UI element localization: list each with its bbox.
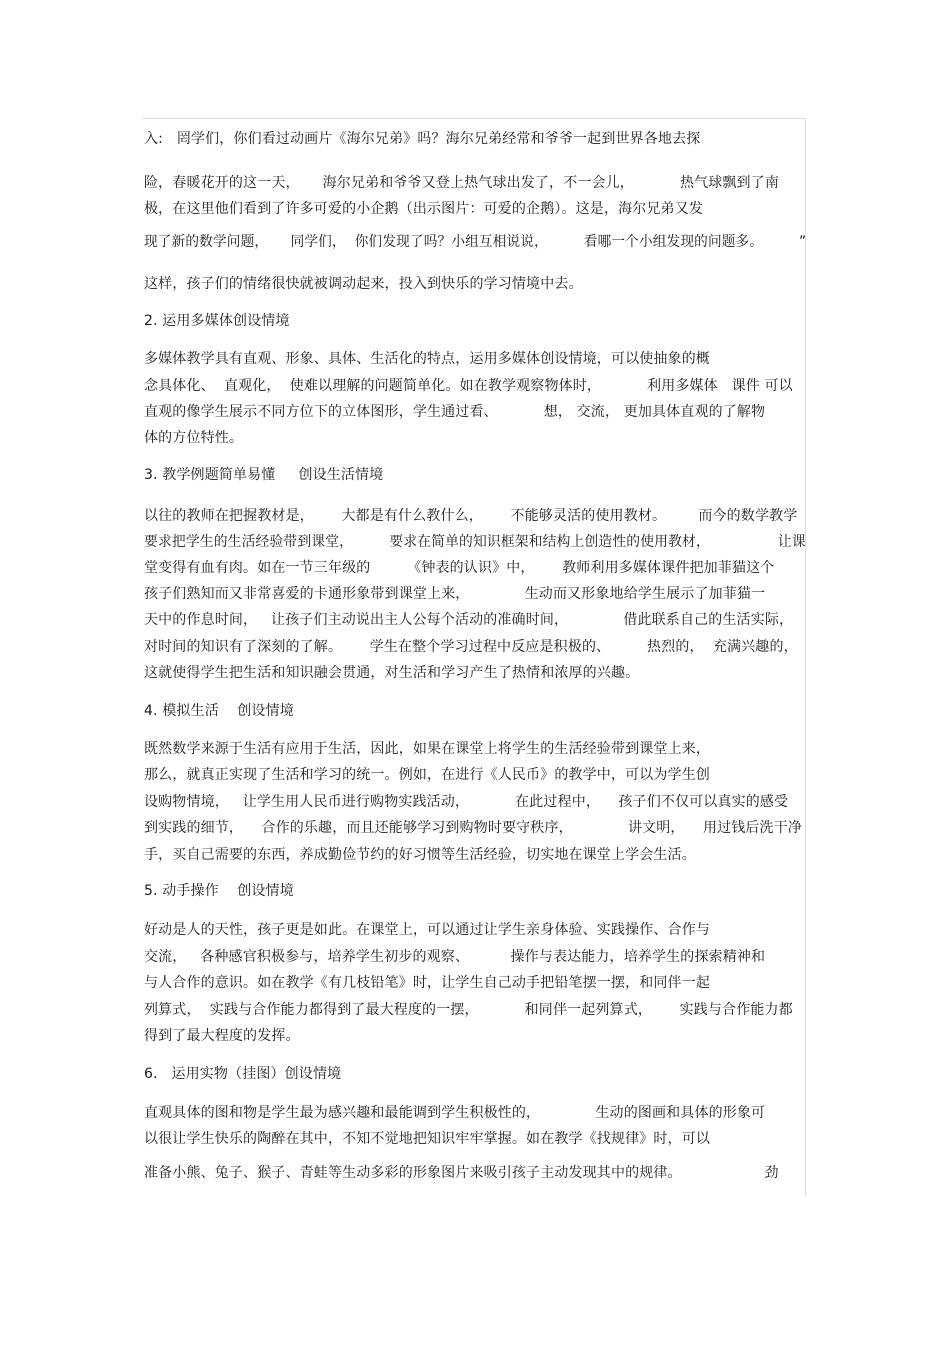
paragraph-line: 堂变得有血有肉。如在一节三年级的 《钟表的认识》中， 教师利用多媒体课件把加菲猫这个: [144, 560, 775, 576]
paragraph-line: 体的方位特性。: [144, 430, 244, 446]
paragraph-line: 对时间的知识有了深刻的了解。 学生在整个学习过程中反应是积极的、 热烈的， 充满兴趣的，: [144, 639, 798, 655]
paragraph-line: 直观具体的图和物是学生最为感兴趣和最能调到学生积极性的， 生动的图画和具体的形象可: [144, 1105, 766, 1121]
section-heading: 2. 运用多媒体创设情境: [144, 313, 290, 329]
paragraph-line: 多媒体教学具有直观、形象、具体、生活化的特点，运用多媒体创设情境，可以使抽象的概: [144, 351, 710, 367]
paragraph-line: 现了新的数学问题， 同学们， 你们发现了吗？小组互相说说， 看哪一个小组发现的问题多。 ”: [144, 234, 807, 250]
paragraph-line: 交流， 各种感官积极参与，培养学生初步的观察、 操作与表达能力，培养学生的探索精神和: [144, 949, 766, 965]
paragraph-line: 要求把学生的生活经验带到课堂， 要求在简单的知识框架和结构上创造性的使用教材， 让课: [144, 534, 806, 550]
paragraph-line: 以很让学生快乐的陶醉在其中，不知不觉地把知识牢牢掌握。如在教学《找规律》时，可以: [144, 1131, 710, 1147]
paragraph-line: 孩子们熟知而又非常喜爱的卡通形象带到课堂上来， 生动而又形象地给学生展示了加菲猫一: [144, 586, 766, 602]
paragraph-line: 极，在这里他们看到了许多可爱的小企鹅（出示图片：可爱的企鹅）。这是，海尔兄弟又发: [144, 201, 703, 217]
section-heading: 4. 模拟生活 创设情境: [144, 703, 294, 719]
section-heading: 3. 教学例题简单易懂 创设生活情境: [144, 467, 384, 483]
paragraph-line: 这就使得学生把生活和知识融会贯通，对生活和学习产生了热情和浓厚的兴趣。: [144, 665, 640, 681]
paragraph-line: 好动是人的天性，孩子更是如此。在课堂上，可以通过让学生亲身体验、实践操作、合作与: [144, 922, 710, 938]
paragraph-line: 列算式， 实践与合作能力都得到了最大程度的一摆， 和同伴一起列算式， 实践与合作能力都: [144, 1002, 793, 1018]
paragraph-line: 这样，孩子们的情绪很快就被调动起来，投入到快乐的学习情境中去。: [144, 276, 583, 292]
section-heading: 5. 动手操作 创设情境: [144, 883, 294, 899]
paragraph-line: 天中的作息时间， 让孩子们主动说出主人公每个活动的准确时间， 借此联系自己的生活实际，: [144, 612, 794, 628]
paragraph-line: 到实践的细节， 合作的乐趣，而且还能够学习到购物时要守秩序， 讲文明， 用过钱后洗干净: [144, 820, 803, 836]
paragraph-line: 以往的教师在把握教材是， 大都是有什么教什么， 不能够灵活的使用教材。 而今的数学教学: [144, 508, 798, 524]
paragraph-line: 与人合作的意识。如在教学《有几枝铅笔》时，让学生自己动手把铅笔摆一摆，和同伴一起: [144, 975, 710, 991]
paragraph-line: 入: 罔学们，你们看过动画片《海尔兄弟》吗？海尔兄弟经常和爷爷一起到世界各地去探: [144, 131, 701, 147]
paragraph-line: 得到了最大程度的发挥。: [144, 1028, 300, 1044]
paragraph-line: 手，买自己需要的东西，养成勤俭节约的好习惯等生活经验，切实地在课堂上学会生活。: [144, 847, 696, 863]
paragraph-line: 准备小熊、兔子、猴子、青蛙等生动多彩的形象图片来吸引孩子主动发现其中的规律。 劲: [144, 1165, 779, 1181]
section-heading: 6. 运用实物（挂图）创设情境: [144, 1066, 342, 1082]
paragraph-line: 既然数学来源于生活有应用于生活，因此，如果在课堂上将学生的生活经验带到课堂上来，: [144, 741, 710, 757]
paragraph-line: 险，春暖花开的这一天， 海尔兄弟和爷爷又登上热气球出发了，不一会儿， 热气球飘到了南: [144, 175, 780, 191]
paragraph-line: 那么，就真正实现了生活和学习的统一。例如，在进行《人民币》的教学中，可以为学生创: [144, 767, 710, 783]
paragraph-line: 直观的像学生展示不同方位下的立体图形，学生通过看、 想， 交流， 更加具体直观的了解物: [144, 404, 766, 420]
paragraph-line: 设购物情境， 让学生用人民币进行购物实践活动， 在此过程中， 孩子们不仅可以真实的感受: [144, 794, 789, 810]
paragraph-line: 念具体化、 直观化， 使难以理解的问题简单化。如在教学观察物体时， 利用多媒体 课件 可以: [144, 378, 793, 394]
